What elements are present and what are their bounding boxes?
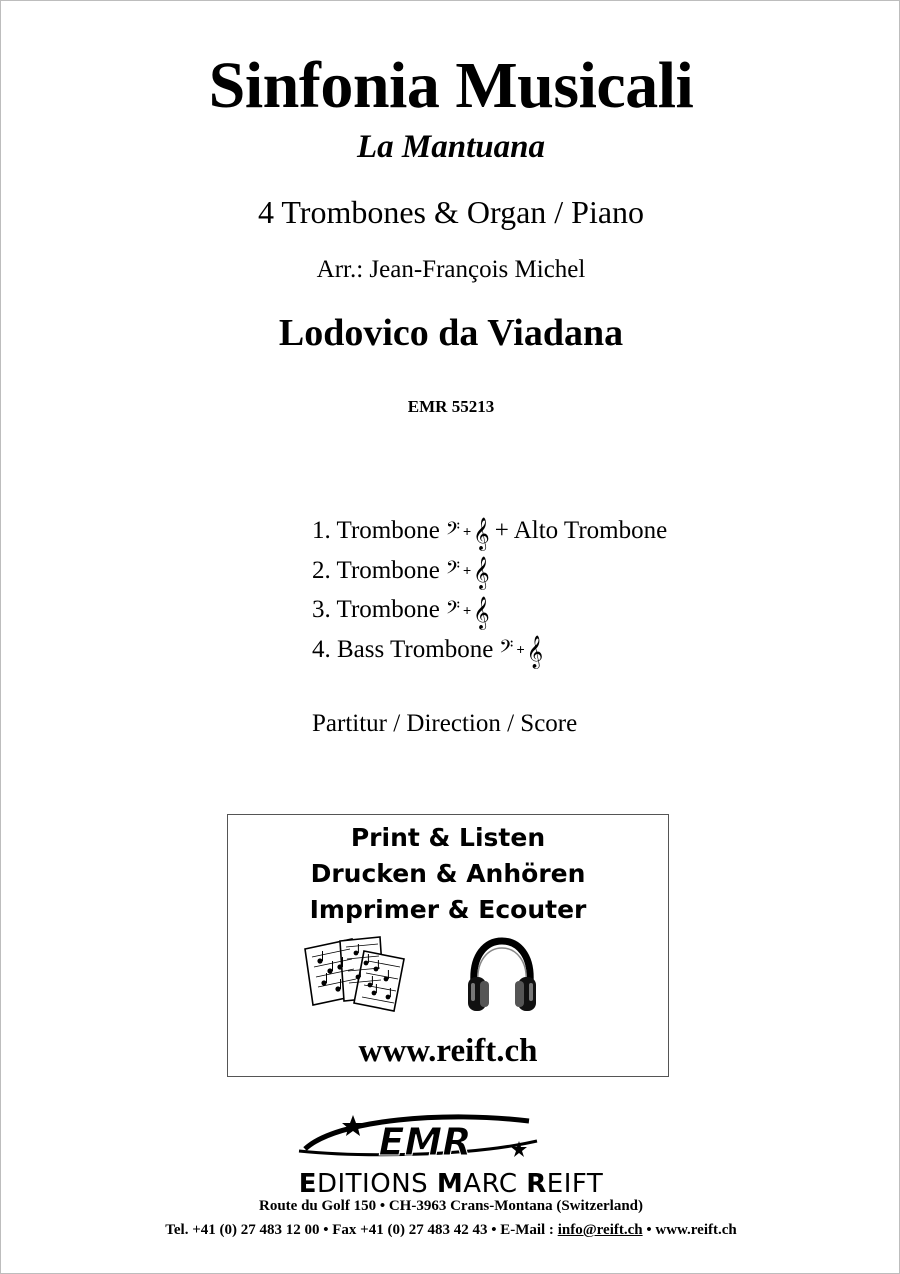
- bass-clef-icon: 𝄢: [445, 518, 460, 544]
- sheet-music-icon: [300, 933, 412, 1013]
- part-item: [312, 551, 667, 591]
- publisher-contact: [1, 1223, 900, 1238]
- instrumentation: 4 Trombones & Organ / Piano: [257, 194, 645, 230]
- part-item: [312, 590, 667, 630]
- clef-pair: [445, 556, 490, 590]
- publisher-address: Route du Golf 150 • CH-3963 Crans-Montana (Switzerland): [259, 1198, 643, 1214]
- clef-pair: [499, 635, 544, 669]
- part-extra: + Alto Trombone: [494, 517, 668, 545]
- part-label: 2. Trombone: [312, 556, 440, 584]
- emr-logo: [297, 1111, 547, 1167]
- promo-line-english: Print & Listen: [350, 823, 546, 852]
- bass-clef-icon: 𝄢: [445, 597, 460, 623]
- promo-website: www.reift.ch: [358, 1033, 538, 1069]
- headphones-icon: [466, 937, 538, 1015]
- part-item: [312, 630, 667, 670]
- treble-clef-icon: 𝄞: [473, 516, 490, 550]
- arranger-credit: Arr.: Jean-François Michel: [316, 256, 586, 283]
- part-label: 4. Bass Trombone: [312, 635, 494, 663]
- plus-sign: +: [462, 562, 472, 579]
- contact-phone-fax: Tel. +41 (0) 27 483 12 00 • Fax +41 (0) 27 483 42 43 • E-Mail :: [165, 1222, 558, 1238]
- publisher-name: EDITIONS MARC REIFT: [298, 1169, 604, 1199]
- bass-clef-icon: 𝄢: [499, 637, 514, 663]
- logo-wordmark: EMR: [378, 1120, 472, 1164]
- composer-name: Lodovico da Viadana: [278, 312, 624, 354]
- clef-pair: [445, 516, 490, 550]
- plus-sign: +: [462, 601, 472, 618]
- score-type-label: Partitur / Direction / Score: [312, 710, 578, 737]
- catalog-number: EMR 55213: [407, 397, 495, 416]
- plus-sign: +: [462, 522, 472, 539]
- contact-website: • www.reift.ch: [642, 1222, 737, 1238]
- work-title: Sinfonia Musicali: [208, 49, 694, 122]
- work-subtitle: La Mantuana: [357, 129, 545, 165]
- treble-clef-icon: 𝄞: [526, 635, 544, 669]
- part-label: 1. Trombone: [312, 517, 440, 545]
- bass-clef-icon: 𝄢: [445, 558, 460, 584]
- treble-clef-icon: 𝄞: [473, 556, 490, 590]
- treble-clef-icon: 𝄞: [473, 595, 490, 629]
- clef-pair: [445, 595, 490, 629]
- plus-sign: +: [516, 641, 525, 658]
- email-link[interactable]: info@reift.ch: [557, 1222, 643, 1238]
- promo-line-german: Drucken & Anhören: [310, 859, 586, 888]
- parts-list: [312, 511, 667, 669]
- part-label: 3. Trombone: [312, 596, 440, 624]
- part-item: [312, 511, 667, 551]
- print-listen-box: [227, 814, 669, 1077]
- promo-line-french: Imprimer & Ecouter: [309, 895, 587, 924]
